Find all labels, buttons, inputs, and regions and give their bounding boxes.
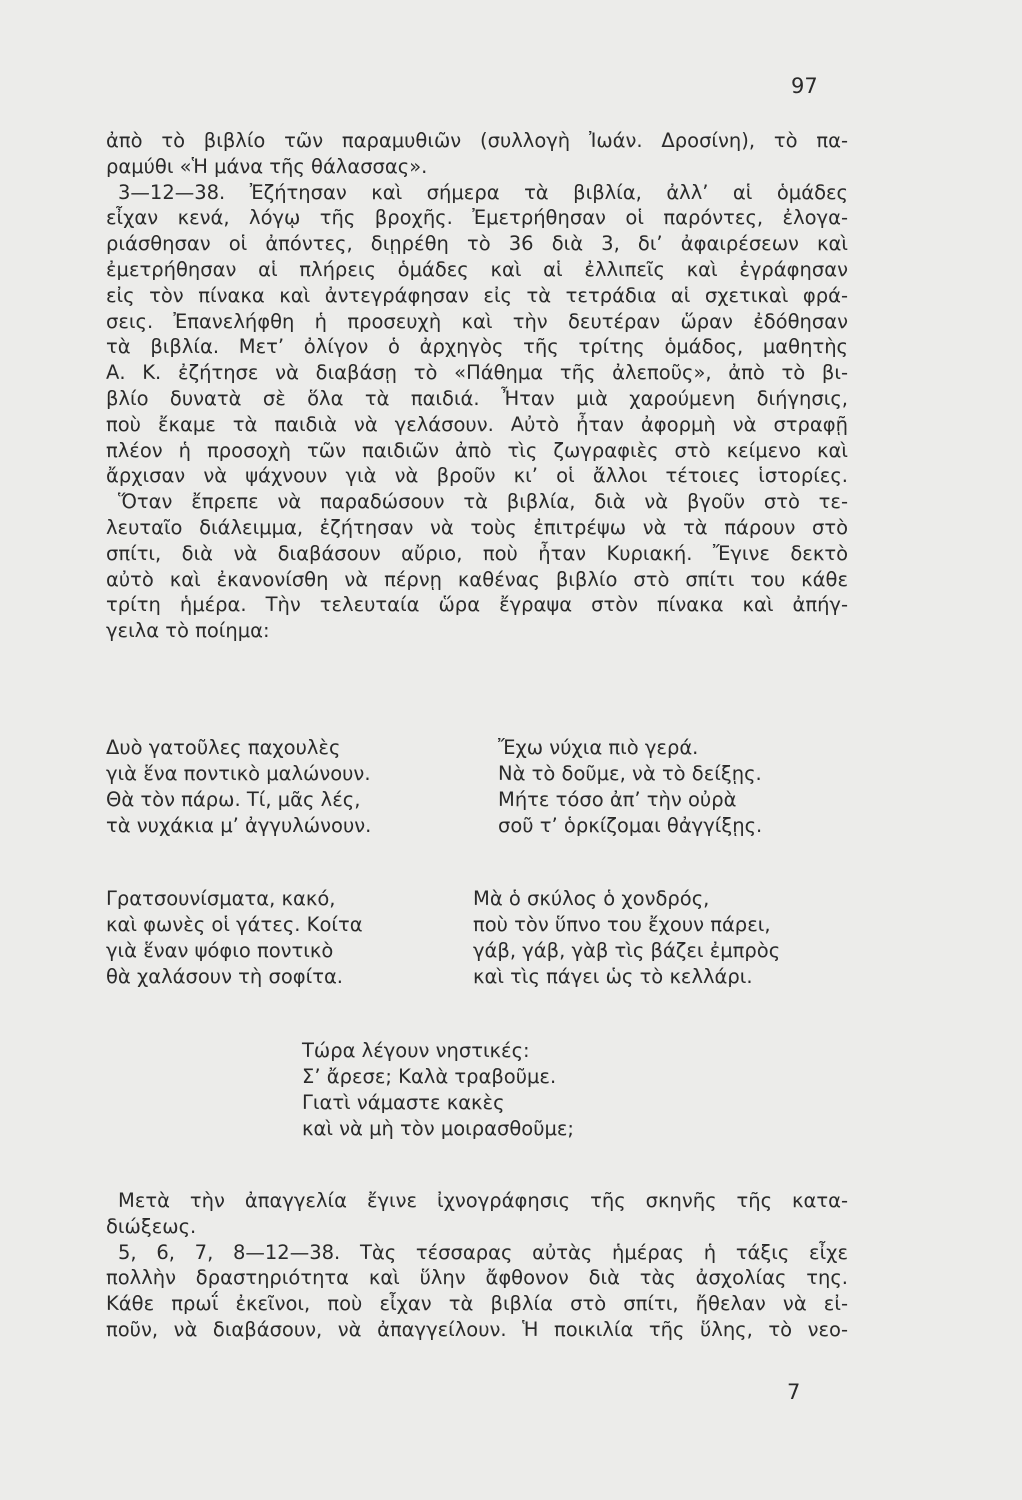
signature-mark: 7 xyxy=(787,1380,801,1404)
poem-line: καὶ φωνὲς οἱ γάτες. Κοίτα xyxy=(106,913,363,936)
text-line: λευταῖο διάλειμμα, ἐζήτησαν νὰ τοὺς ἐπιτρέψω νὰ τὰ πάρουν στὸ xyxy=(106,515,848,539)
poem-stanza-1-left xyxy=(106,735,371,839)
text-line: ραμύθι «Ἡ μάνα τῆς θάλασσας». xyxy=(106,154,428,178)
poem-stanza-2-left xyxy=(106,886,363,990)
intro-paragraphs xyxy=(106,128,848,644)
poem-stanza-3 xyxy=(302,1038,574,1142)
text-line: ριάσθησαν οἱ ἀπόντες, διῃρέθη τὸ 36 διὰ 3, δι’ ἀφαιρέσεων καὶ xyxy=(106,232,848,256)
text-line: γειλα τὸ ποίημα: xyxy=(106,619,270,643)
text-line: διώξεως. xyxy=(106,1214,197,1238)
poem-line: καὶ νὰ μὴ τὸν μοιρασθοῦμε; xyxy=(302,1117,575,1140)
text-line: εἶχαν κενά, λόγῳ τῆς βροχῆς. Ἐμετρήθησαν οἱ παρόντες, ἐλογα- xyxy=(106,206,848,230)
poem-line: σοῦ τ’ ὁρκίζομαι θἀγγίξῃς. xyxy=(498,814,763,837)
poem-line: Μήτε τόσο ἀπ’ τὴν οὐρὰ xyxy=(498,788,737,811)
text-line: σεις. Ἐπανελήφθη ἡ προσευχὴ καὶ τὴν δευτέραν ὥραν ἐδόθησαν xyxy=(106,309,848,333)
poem-line: Νὰ τὸ δοῦμε, νὰ τὸ δείξῃς. xyxy=(498,762,762,785)
poem-line: τὰ νυχάκια μ’ ἀγγυλώνουν. xyxy=(106,814,372,837)
text-line: εἰς τὸν πίνακα καὶ ἀντεγράφησαν εἰς τὰ τετράδια αἱ σχετικαὶ φρά- xyxy=(106,283,848,307)
poem-line: Δυὸ γατοῦλες παχουλὲς xyxy=(106,736,341,759)
text-line: ἄρχισαν νὰ ψάχνουν γιὰ νὰ βροῦν κι’ οἱ ἄλλοι τέτοιες ἱστορίες. xyxy=(106,464,848,488)
closing-paragraphs xyxy=(106,1188,848,1343)
text-line: βλίο δυνατὰ σὲ ὅλα τὰ παιδιά. Ἦταν μιὰ χαρούμενη διήγησις, xyxy=(106,386,848,410)
text-line: Μετὰ τὴν ἀπαγγελία ἔγινε ἰχνογράφησις τῆς σκηνῆς τῆς κατα- xyxy=(118,1189,848,1212)
poem-line: Θὰ τὸν πάρω. Τί, μᾶς λές, xyxy=(106,788,361,811)
text-line: 3—12—38. Ἐζήτησαν καὶ σήμερα τὰ βιβλία, ἀλλ’ αἱ ὁμάδες xyxy=(118,180,848,204)
text-line: Κάθε πρωΐ ἐκεῖνοι, ποὺ εἶχαν τὰ βιβλία στὸ σπίτι, ἤθελαν νὰ εἰ- xyxy=(106,1292,848,1316)
text-line: τρίτη ἡμέρα. Τὴν τελευταία ὥρα ἔγραψα στὸν πίνακα καὶ ἀπήγ- xyxy=(106,593,848,617)
poem-line: Μὰ ὁ σκύλος ὁ χονδρός, xyxy=(473,887,710,910)
poem-line: θὰ χαλάσουν τὴ σοφίτα. xyxy=(106,965,343,988)
text-line: τὰ βιβλία. Μετ’ ὀλίγον ὁ ἀρχηγὸς τῆς τρίτης ὁμάδος, μαθητὴς xyxy=(106,335,848,359)
text-line: Α. Κ. ἐζήτησε νὰ διαβάσῃ τὸ «Πάθημα τῆς ἀλεποῦς», ἀπὸ τὸ βι- xyxy=(106,361,848,385)
text-line: πολλὴν δραστηριότητα καὶ ὕλην ἄφθονον διὰ τὰς ἀσχολίας της. xyxy=(106,1266,848,1290)
poem-stanza-2-right xyxy=(473,886,780,990)
poem-line: Γρατσουνίσματα, κακό, xyxy=(106,887,336,910)
poem-line: ποὺ τὸν ὕπνο του ἔχουν πάρει, xyxy=(473,913,771,936)
text-line: αὐτὸ καὶ ἐκανονίσθη νὰ πέρνῃ καθένας βιβλίο στὸ σπίτι του κάθε xyxy=(106,567,848,591)
poem-line: Σ’ ἄρεσε; Καλὰ τραβοῦμε. xyxy=(302,1065,557,1088)
text-line: σπίτι, διὰ νὰ διαβάσουν αὔριο, ποὺ ἦταν Κυριακή. Ἔγινε δεκτὸ xyxy=(106,541,848,565)
poem-line: Τώρα λέγουν νηστικές: xyxy=(302,1039,530,1062)
text-line: πλέον ἡ προσοχὴ τῶν παιδιῶν ἀπὸ τὶς ζωγραφιὲς στὸ κείμενο καὶ xyxy=(106,438,848,462)
poem-stanza-1-right xyxy=(498,735,762,839)
poem-line: γιὰ ἕναν ψόφιο ποντικὸ xyxy=(106,939,334,962)
poem-line: γάβ, γάβ, γὰβ τὶς βάζει ἐμπρὸς xyxy=(473,939,781,962)
text-line: ποῦν, νὰ διαβάσουν, νὰ ἀπαγγείλουν. Ἡ ποικιλία τῆς ὕλης, τὸ νεο- xyxy=(106,1317,848,1341)
text-line: Ὅταν ἔπρεπε νὰ παραδώσουν τὰ βιβλία, διὰ νὰ βγοῦν στὸ τε- xyxy=(118,490,848,514)
text-line: ἀπὸ τὸ βιβλίο τῶν παραμυθιῶν (συλλογὴ Ἰωάν. Δροσίνη), τὸ πα- xyxy=(106,129,848,152)
text-line: ποὺ ἔκαμε τὰ παιδιὰ νὰ γελάσουν. Αὐτὸ ἦταν ἀφορμὴ νὰ στραφῇ xyxy=(106,412,848,436)
poem-line: Γιατὶ νάμαστε κακὲς xyxy=(302,1091,505,1114)
text-line: ἐμετρήθησαν αἱ πλήρεις ὁμάδες καὶ αἱ ἐλλιπεῖς καὶ ἐγράφησαν xyxy=(106,257,848,281)
poem-line: Ἔχω νύχια πιὸ γερά. xyxy=(498,736,699,759)
text-line: 5, 6, 7, 8—12—38. Τὰς τέσσαρας αὐτὰς ἡμέρας ἡ τάξις εἶχε xyxy=(118,1240,848,1264)
poem-line: γιὰ ἕνα ποντικὸ μαλώνουν. xyxy=(106,762,371,785)
poem-line: καὶ τὶς πάγει ὡς τὸ κελλάρι. xyxy=(473,965,753,988)
page-number: 97 xyxy=(791,74,818,98)
